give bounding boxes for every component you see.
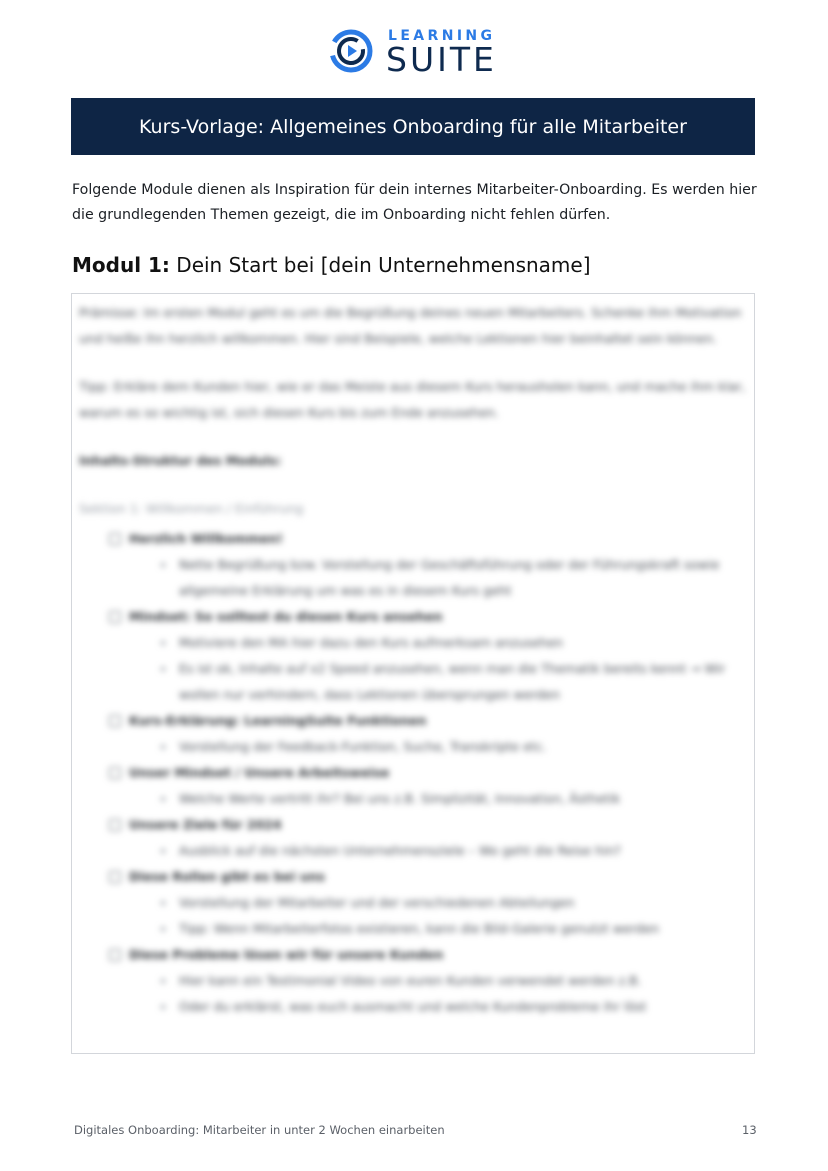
lesson-title: Unsere Ziele für 2024 [129, 817, 282, 832]
bullet-icon [161, 563, 165, 567]
bullet-icon [161, 667, 165, 671]
lesson-item [79, 942, 747, 968]
lesson-title: Kurs-Erklärung: LearningSuite Funktionen [129, 713, 427, 728]
checkbox-icon [109, 611, 121, 623]
lesson-title: Mindset: So solltest du diesen Kurs ansehen [129, 609, 443, 624]
lesson-detail [79, 786, 747, 812]
checkbox-icon [109, 767, 121, 779]
lesson-item [79, 760, 747, 786]
checkbox-icon [109, 871, 121, 883]
lesson-detail-text: Tipp: Wenn Mitarbeiterfotos existieren, kann die Bild-Galerie genutzt werden [179, 921, 660, 936]
learningsuite-logo-icon [328, 28, 374, 74]
structure-heading: Inhalts-Struktur des Moduls: [79, 453, 282, 468]
lesson-item [79, 812, 747, 838]
banner-title: Kurs-Vorlage: Allgemeines Onboarding für alle Mitarbeiter [139, 115, 687, 138]
lesson-detail-text: Welche Werte vertritt ihr? Bei uns z.B. Simplizität, Innovation, Ästhetik [179, 791, 621, 806]
module-content-box [71, 293, 755, 1054]
module-title: Dein Start bei [dein Unternehmensname] [169, 253, 591, 277]
intro-paragraph: Folgende Module dienen als Inspiration für dein internes Mitarbeiter-Onboarding. Es werden hier die grundlegenden Themen gezeigt, die im Onboarding nicht fehlen dürfen. [72, 182, 757, 223]
lesson-detail [79, 734, 747, 760]
lesson-detail [79, 968, 747, 994]
bullet-icon [161, 745, 165, 749]
lesson-detail-text: Hier kann ein Testimonial Video von euren Kunden verwendet werden z.B. [179, 973, 642, 988]
page-banner [71, 98, 755, 155]
logo-text-suite: SUITE [386, 40, 497, 79]
page-number: 13 [742, 1123, 757, 1137]
bullet-icon [161, 849, 165, 853]
learningsuite-logo [328, 26, 508, 78]
lesson-item [79, 526, 747, 552]
lesson-detail-text: Motiviere den MA hier dazu den Kurs aufmerksam anzusehen [179, 635, 563, 650]
bullet-icon [161, 797, 165, 801]
checkbox-icon [109, 715, 121, 727]
premise-paragraph: Prämisse: Im ersten Modul geht es um die Begrüßung deines neuen Mitarbeiters. Schenke ihm Motivation und heiße ihn herzlich willkommen. Hier sind Beispiele, welche Lektionen hier beinhaltet sein können. [79, 305, 742, 346]
lesson-detail [79, 552, 747, 604]
lesson-item [79, 604, 747, 630]
lesson-detail [79, 890, 747, 916]
lesson-detail-text: Ausblick auf die nächsten Unternehmensziele – Wo geht die Reise hin? [179, 843, 622, 858]
footer-text: Digitales Onboarding: Mitarbeiter in unter 2 Wochen einarbeiten [74, 1123, 445, 1137]
bullet-icon [161, 979, 165, 983]
blurred-module-content [79, 300, 747, 1020]
bullet-icon [161, 1005, 165, 1009]
lesson-detail-text: Oder du erklärst, was euch ausmacht und welche Kundenprobleme ihr löst [179, 999, 647, 1014]
lesson-detail [79, 916, 747, 942]
lesson-title: Herzlich Willkommen! [129, 531, 283, 546]
bullet-icon [161, 901, 165, 905]
bullet-icon [161, 927, 165, 931]
lesson-title: Unser Mindset / Unsere Arbeitsweise [129, 765, 390, 780]
checkbox-icon [109, 819, 121, 831]
lesson-detail-text: Nette Begrüßung bzw. Vorstellung der Geschäftsführung oder der Führungskraft sowie allgemeine Erklärung um was es in diesem Kurs geht [179, 557, 720, 598]
checkbox-icon [109, 533, 121, 545]
module-heading [72, 253, 591, 277]
lesson-title: Diese Probleme lösen wir für unsere Kunden [129, 947, 444, 962]
lesson-list [79, 526, 747, 1020]
lesson-item [79, 708, 747, 734]
tip-paragraph: Tipp: Erkläre dem Kunden hier, wie er das Meiste aus diesem Kurs herausholen kann, und mache ihm klar, warum es so wichtig ist, sich diesen Kurs bis zum Ende anzusehen. [79, 379, 746, 420]
lesson-detail-text: Vorstellung der Feedback-Funktion, Suche, Transkripte etc. [179, 739, 547, 754]
lesson-detail-text: Es ist ok, Inhalte auf x2 Speed anzusehen, wenn man die Thematik bereits kennt → Wir wollen nur verhindern, dass Lektionen übersprungen werden [179, 661, 726, 702]
checkbox-icon [109, 949, 121, 961]
lesson-detail [79, 630, 747, 656]
lesson-detail-text: Vorstellung der Mitarbeiter und der verschiedenen Abteilungen [179, 895, 575, 910]
lesson-detail [79, 838, 747, 864]
bullet-icon [161, 641, 165, 645]
lesson-title: Diese Rollen gibt es bei uns [129, 869, 325, 884]
logo-text-learning: LEARNING [388, 28, 496, 44]
lesson-detail [79, 656, 747, 708]
module-label: Modul 1: [72, 253, 170, 277]
lesson-detail [79, 994, 747, 1020]
lesson-item [79, 864, 747, 890]
section-label: Sektion 1: Willkommen / Einführung [79, 501, 304, 516]
